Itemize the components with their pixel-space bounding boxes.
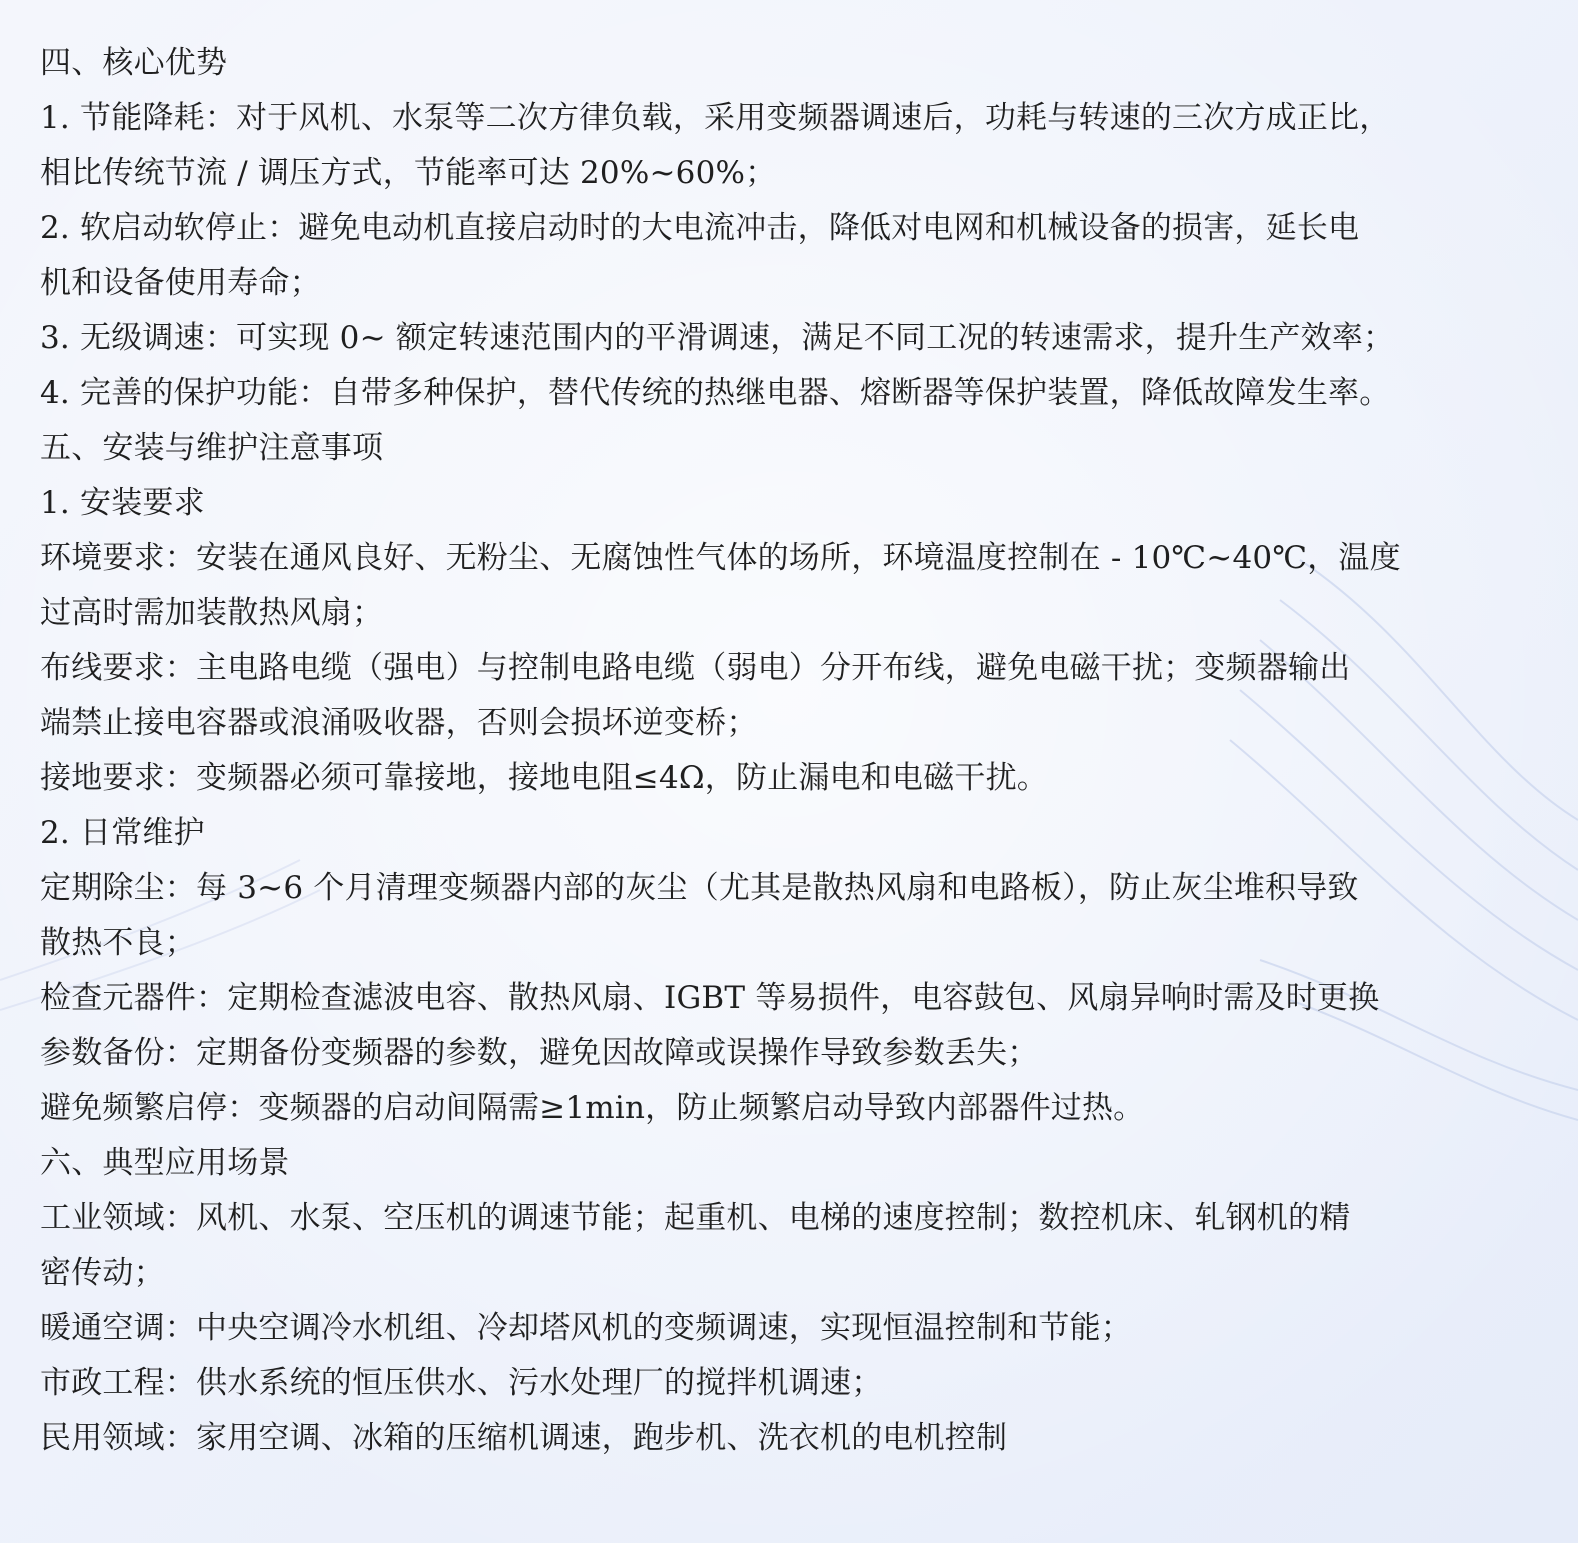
text-line: 检查元器件：定期检查滤波电容、散热风扇、IGBT 等易损件，电容鼓包、风扇异响时需及时更换: [40, 980, 1380, 1016]
text-line: 环境要求：安装在通风良好、无粉尘、无腐蚀性气体的场所，环境温度控制在 - 10℃~40℃，温度: [40, 540, 1401, 576]
text-line: 密传动；: [40, 1255, 165, 1291]
text-line: 六、典型应用场景: [40, 1145, 290, 1181]
text-line: 4. 完善的保护功能：自带多种保护，替代传统的热继电器、熔断器等保护装置，降低故障发生率。: [40, 375, 1391, 411]
text-line: 民用领域：家用空调、冰箱的压缩机调速，跑步机、洗衣机的电机控制: [40, 1420, 1008, 1456]
text-line: 相比传统节流 / 调压方式，节能率可达 20%~60%；: [40, 155, 777, 191]
text-line: 散热不良；: [40, 925, 196, 961]
document-body: [40, 36, 1570, 1466]
text-line: 1. 安装要求: [40, 485, 205, 521]
text-line: 工业领域：风机、水泵、空压机的调速节能；起重机、电梯的速度控制；数控机床、轧钢机的精: [40, 1200, 1351, 1236]
text-line: 四、核心优势: [40, 45, 228, 81]
text-line: 暖通空调：中央空调冷水机组、冷却塔风机的变频调速，实现恒温控制和节能；: [40, 1310, 1132, 1346]
text-line: 接地要求：变频器必须可靠接地，接地电阻≤4Ω，防止漏电和电磁干扰。: [40, 760, 1048, 796]
text-line: 1. 节能降耗：对于风机、水泵等二次方律负载，采用变频器调速后，功耗与转速的三次方成正比，: [40, 100, 1391, 136]
text-line: 端禁止接电容器或浪涌吸收器，否则会损坏逆变桥；: [40, 705, 758, 741]
text-line: 布线要求：主电路电缆（强电）与控制电路电缆（弱电）分开布线，避免电磁干扰；变频器输出: [40, 650, 1351, 686]
text-line: 2. 日常维护: [40, 815, 205, 851]
text-line: 定期除尘：每 3~6 个月清理变频器内部的灰尘（尤其是散热风扇和电路板），防止灰尘堆积导致: [40, 870, 1359, 906]
text-line: 过高时需加装散热风扇；: [40, 595, 384, 631]
text-line: 机和设备使用寿命；: [40, 265, 321, 301]
text-line: 3. 无级调速：可实现 0~ 额定转速范围内的平滑调速，满足不同工况的转速需求，提升生产效率；: [40, 320, 1395, 356]
text-line: 参数备份：定期备份变频器的参数，避免因故障或误操作导致参数丢失；: [40, 1035, 1039, 1071]
text-line: 避免频繁启停：变频器的启动间隔需≥1min，防止频繁启动导致内部器件过热。: [40, 1090, 1145, 1126]
text-line: 2. 软启动软停止：避免电动机直接启动时的大电流冲击，降低对电网和机械设备的损害，延长电: [40, 210, 1360, 246]
text-line: 五、安装与维护注意事项: [40, 430, 384, 466]
text-line: 市政工程：供水系统的恒压供水、污水处理厂的搅拌机调速；: [40, 1365, 883, 1401]
